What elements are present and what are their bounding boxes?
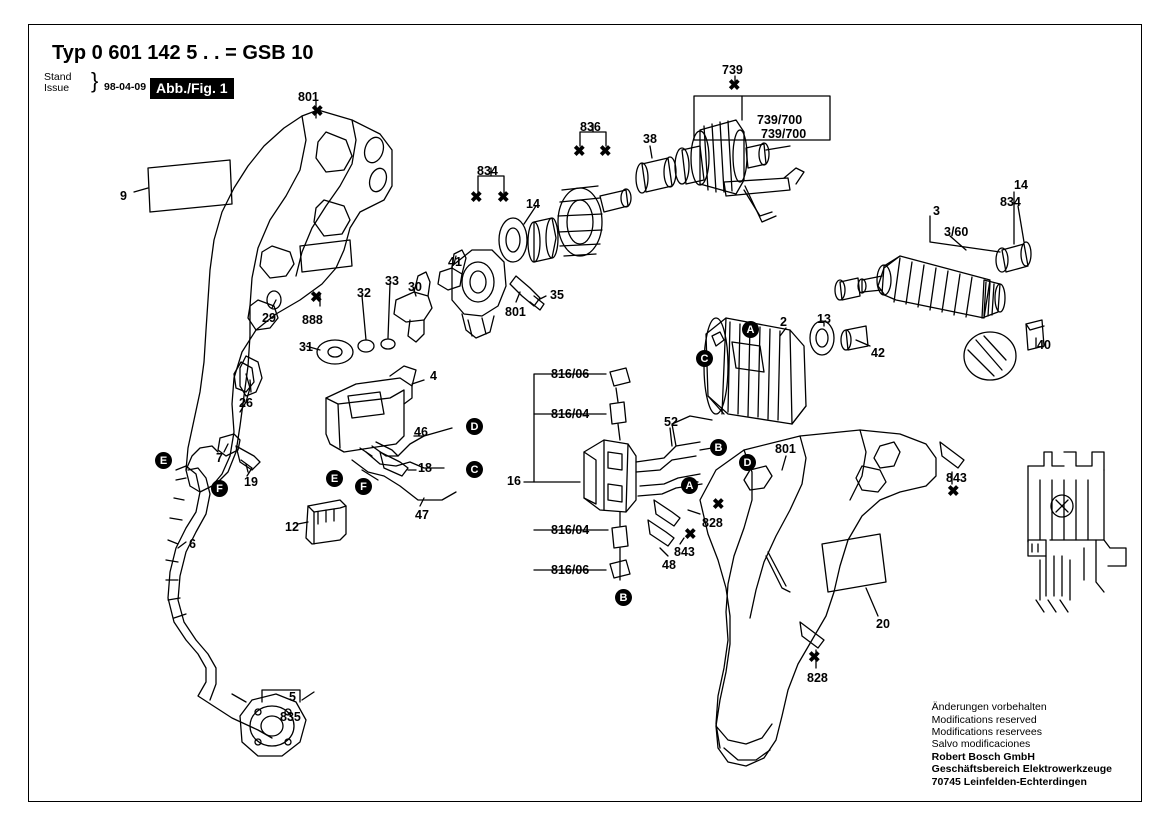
x-mark-888: ✖ [310, 289, 323, 306]
callout-41: 41 [448, 255, 462, 269]
badge-B-brush: B [615, 589, 632, 606]
title-typ-prefix: Typ [52, 42, 87, 64]
issue-label: Issue [44, 82, 70, 94]
callout-13: 13 [817, 312, 831, 326]
badge-A-brush: A [681, 477, 698, 494]
callout-29: 29 [262, 311, 276, 325]
callout-816-04-top: 816/04 [551, 407, 590, 421]
figure-badge: Abb./Fig. 1 [150, 78, 234, 99]
callout-2: 2 [780, 315, 787, 329]
callout-6: 6 [189, 537, 196, 551]
callout-5: 5 [289, 690, 296, 704]
callout-16: 16 [507, 474, 521, 488]
x-mark-828-left: ✖ [712, 496, 725, 513]
footer-company-address: 70745 Leinfelden-Echterdingen [931, 775, 1087, 788]
callout-18: 18 [418, 461, 432, 475]
callout-888: 888 [302, 313, 323, 327]
callout-14-left: 14 [526, 197, 540, 211]
callout-14-right: 14 [1014, 178, 1028, 192]
footer-line-en: Modifications reserved [931, 713, 1037, 726]
badge-F-cable: F [211, 480, 228, 497]
footer-notes [932, 701, 1112, 788]
callout-52: 52 [664, 415, 678, 429]
title-typ-number: 0 601 142 [91, 42, 181, 64]
badge-C-stator: C [696, 350, 713, 367]
brace-glyph: } [91, 68, 99, 93]
callout-33: 33 [385, 274, 399, 288]
x-mark-836-a: ✖ [573, 143, 586, 160]
callout-35: 35 [550, 288, 564, 302]
callout-26: 26 [239, 396, 253, 410]
callout-816-06-top: 816/06 [551, 367, 590, 381]
callout-834-left: 834 [477, 164, 498, 178]
x-mark-828-bottom: ✖ [808, 649, 821, 666]
x-mark-834-a: ✖ [470, 189, 483, 206]
callout-46: 46 [414, 425, 428, 439]
callout-739: 739 [722, 63, 743, 77]
callout-739-700-b: 739/700 [761, 127, 807, 141]
callout-9: 9 [120, 189, 127, 203]
callout-816-06-bottom: 816/06 [551, 563, 590, 577]
badge-D-switch: D [466, 418, 483, 435]
x-mark-843-right: ✖ [947, 483, 960, 500]
callout-4: 4 [430, 369, 437, 383]
x-mark-739: ✖ [728, 77, 741, 94]
x-mark-836-b: ✖ [599, 143, 612, 160]
callout-843-right: 843 [946, 471, 967, 485]
callout-816-04-bottom: 816/04 [551, 523, 590, 537]
callout-12: 12 [285, 520, 299, 534]
callout-3-60: 3/60 [944, 225, 969, 239]
callout-19: 19 [244, 475, 258, 489]
callout-47: 47 [415, 508, 429, 522]
callout-843-left: 843 [674, 545, 695, 559]
callout-739-700-a: 739/700 [757, 113, 803, 127]
footer-line-de: Änderungen vorbehalten [931, 701, 1047, 714]
footer-company-name: Robert Bosch GmbH [931, 750, 1035, 763]
badge-F-switch: F [355, 478, 372, 495]
callout-7: 7 [216, 451, 223, 465]
footer-line-fr: Modifications reservees [931, 725, 1042, 738]
callout-834-right: 834 [1000, 195, 1021, 209]
callout-835: 835 [280, 710, 301, 724]
callout-32: 32 [357, 286, 371, 300]
callout-801-right: 801 [775, 442, 796, 456]
badge-E-cable: E [155, 452, 172, 469]
stand-label: Stand [44, 71, 72, 83]
title-typ-suffix: 5 . . = [186, 42, 237, 64]
issue-date: 98-04-09 [104, 81, 147, 93]
page-title [52, 42, 314, 65]
footer-company-division: Geschäftsbereich Elektrowerkzeuge [931, 763, 1112, 776]
callout-801-top: 801 [298, 90, 319, 104]
x-mark-843-left: ✖ [684, 526, 697, 543]
callout-20: 20 [876, 617, 890, 631]
callout-38: 38 [643, 132, 657, 146]
badge-B-stator: B [710, 439, 727, 456]
callout-836: 836 [580, 120, 601, 134]
callout-40: 40 [1037, 338, 1051, 352]
callout-30: 30 [408, 280, 422, 294]
title-model: GSB 10 [242, 42, 314, 64]
x-mark-801-top: ✖ [311, 103, 324, 120]
badge-A-stator: A [742, 321, 759, 338]
badge-E-switch: E [326, 470, 343, 487]
footer-line-es: Salvo modificaciones [931, 738, 1031, 751]
x-mark-834-b: ✖ [497, 189, 510, 206]
issue-block [44, 68, 147, 94]
callout-3: 3 [933, 204, 940, 218]
callout-828-bottom: 828 [807, 671, 828, 685]
badge-D-stator: D [739, 454, 756, 471]
callout-31: 31 [299, 340, 313, 354]
badge-C-switch: C [466, 461, 483, 478]
callout-801-mid: 801 [505, 305, 526, 319]
callout-42: 42 [871, 346, 885, 360]
callout-48: 48 [662, 558, 676, 572]
callout-828-left: 828 [702, 516, 723, 530]
